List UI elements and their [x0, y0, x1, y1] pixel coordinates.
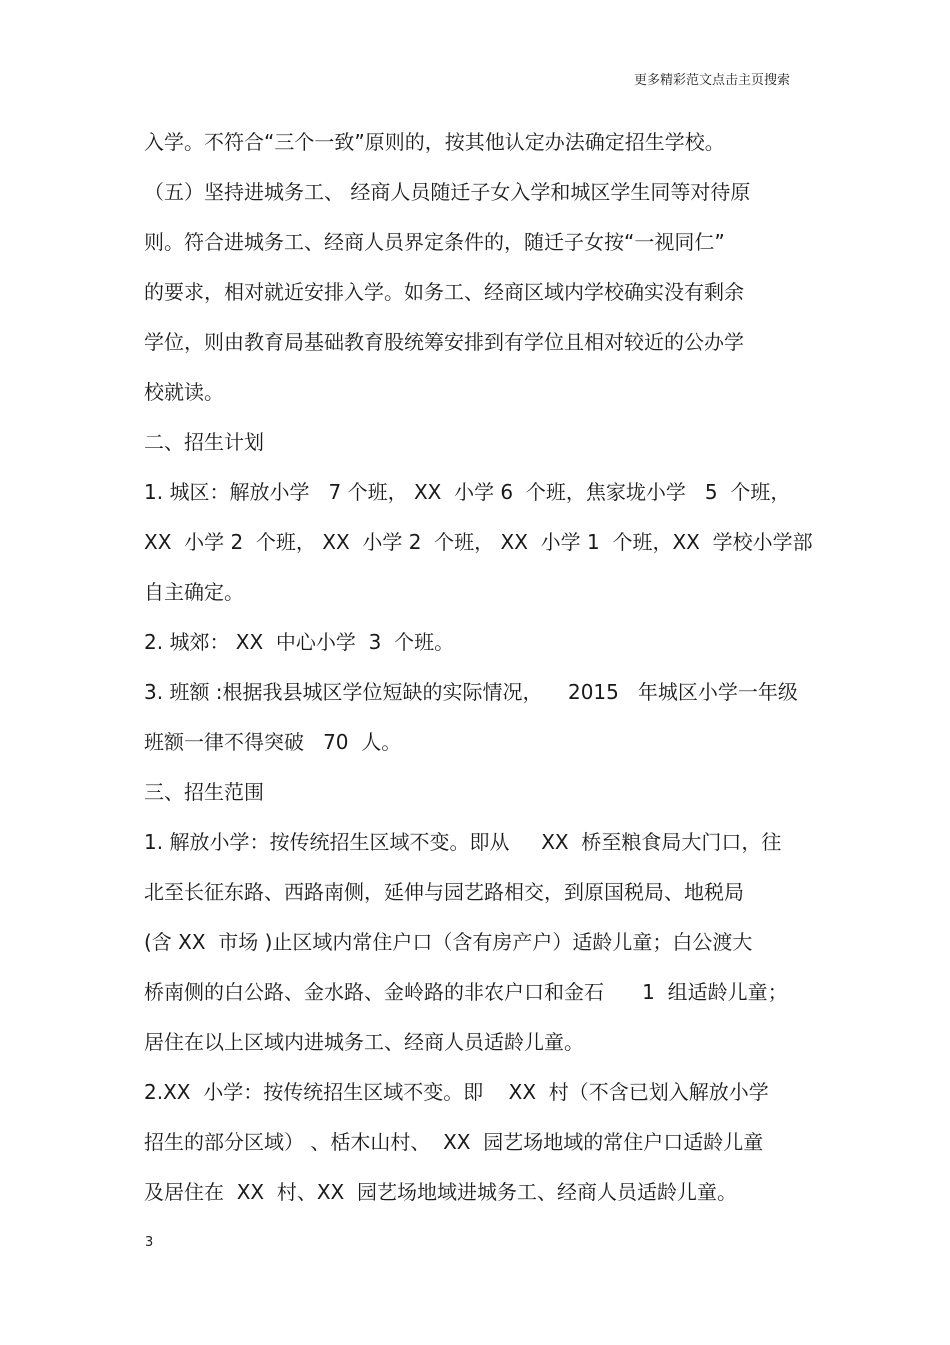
text-line: 的要求，相对就近安排入学。如务工、经商区域内学校确实没有剩余	[144, 280, 744, 304]
text-line: 则。符合进城务工、经商人员界定条件的，随迁子女按“一视同仁”	[144, 230, 725, 254]
text-line: 入学。不符合“三个一致”原则的，按其他认定办法确定招生学校。	[144, 130, 725, 154]
text-line: 居住在以上区域内进城务工、经商人员适龄儿童。	[144, 1030, 584, 1054]
text-line: 1. 城区：解放小学 7 个班， XX 小学 6 个班，焦家垅小学 5 个班，	[144, 480, 791, 504]
text-line: 自主确定。	[144, 580, 244, 604]
text-line: （五）坚持进城务工、 经商人员随迁子女入学和城区学生同等对待原	[144, 180, 751, 204]
text-line: 招生的部分区域） 、栝木山村、 XX 园艺场地域的常住户口适龄儿童	[144, 1130, 764, 1154]
page-number: 3	[145, 1235, 154, 1250]
text-line: 3. 班额 :根据我县城区学位短缺的实际情况， 2015 年城区小学一年级	[144, 680, 798, 704]
section-heading: 二、招生计划	[144, 430, 264, 454]
text-line: XX 小学 2 个班， XX 小学 2 个班， XX 小学 1 个班，XX 学校小学部	[144, 530, 813, 554]
text-line: 班额一律不得突破 70 人。	[144, 730, 402, 754]
text-line: 学位，则由教育局基础教育股统筹安排到有学位且相对较近的公办学	[144, 330, 744, 354]
text-line: 及居住在 XX 村、XX 园艺场地域进城务工、经商人员适龄儿童。	[144, 1180, 737, 1204]
document-body	[144, 124, 814, 1224]
text-line: 2. 城郊： XX 中心小学 3 个班。	[144, 630, 455, 654]
header-note: 更多精彩范文点击主页搜索	[633, 73, 790, 88]
text-line: 校就读。	[144, 380, 224, 404]
text-line: 北至长征东路、西路南侧，延伸与园艺路相交，到原国税局、地税局	[144, 880, 744, 904]
text-line: 1. 解放小学：按传统招生区域不变。即从 XX 桥至粮食局大门口，往	[144, 830, 782, 854]
text-line: (含 XX 市场 )止区域内常住户口（含有房产户）适龄儿童；白公渡大	[144, 930, 753, 954]
text-line: 2.XX 小学：按传统招生区域不变。即 XX 村（不含已划入解放小学	[144, 1080, 769, 1104]
text-line: 桥南侧的白公路、金水路、金岭路的非农户口和金石 1 组适龄儿童；	[144, 980, 788, 1004]
section-heading: 三、招生范围	[144, 780, 264, 804]
